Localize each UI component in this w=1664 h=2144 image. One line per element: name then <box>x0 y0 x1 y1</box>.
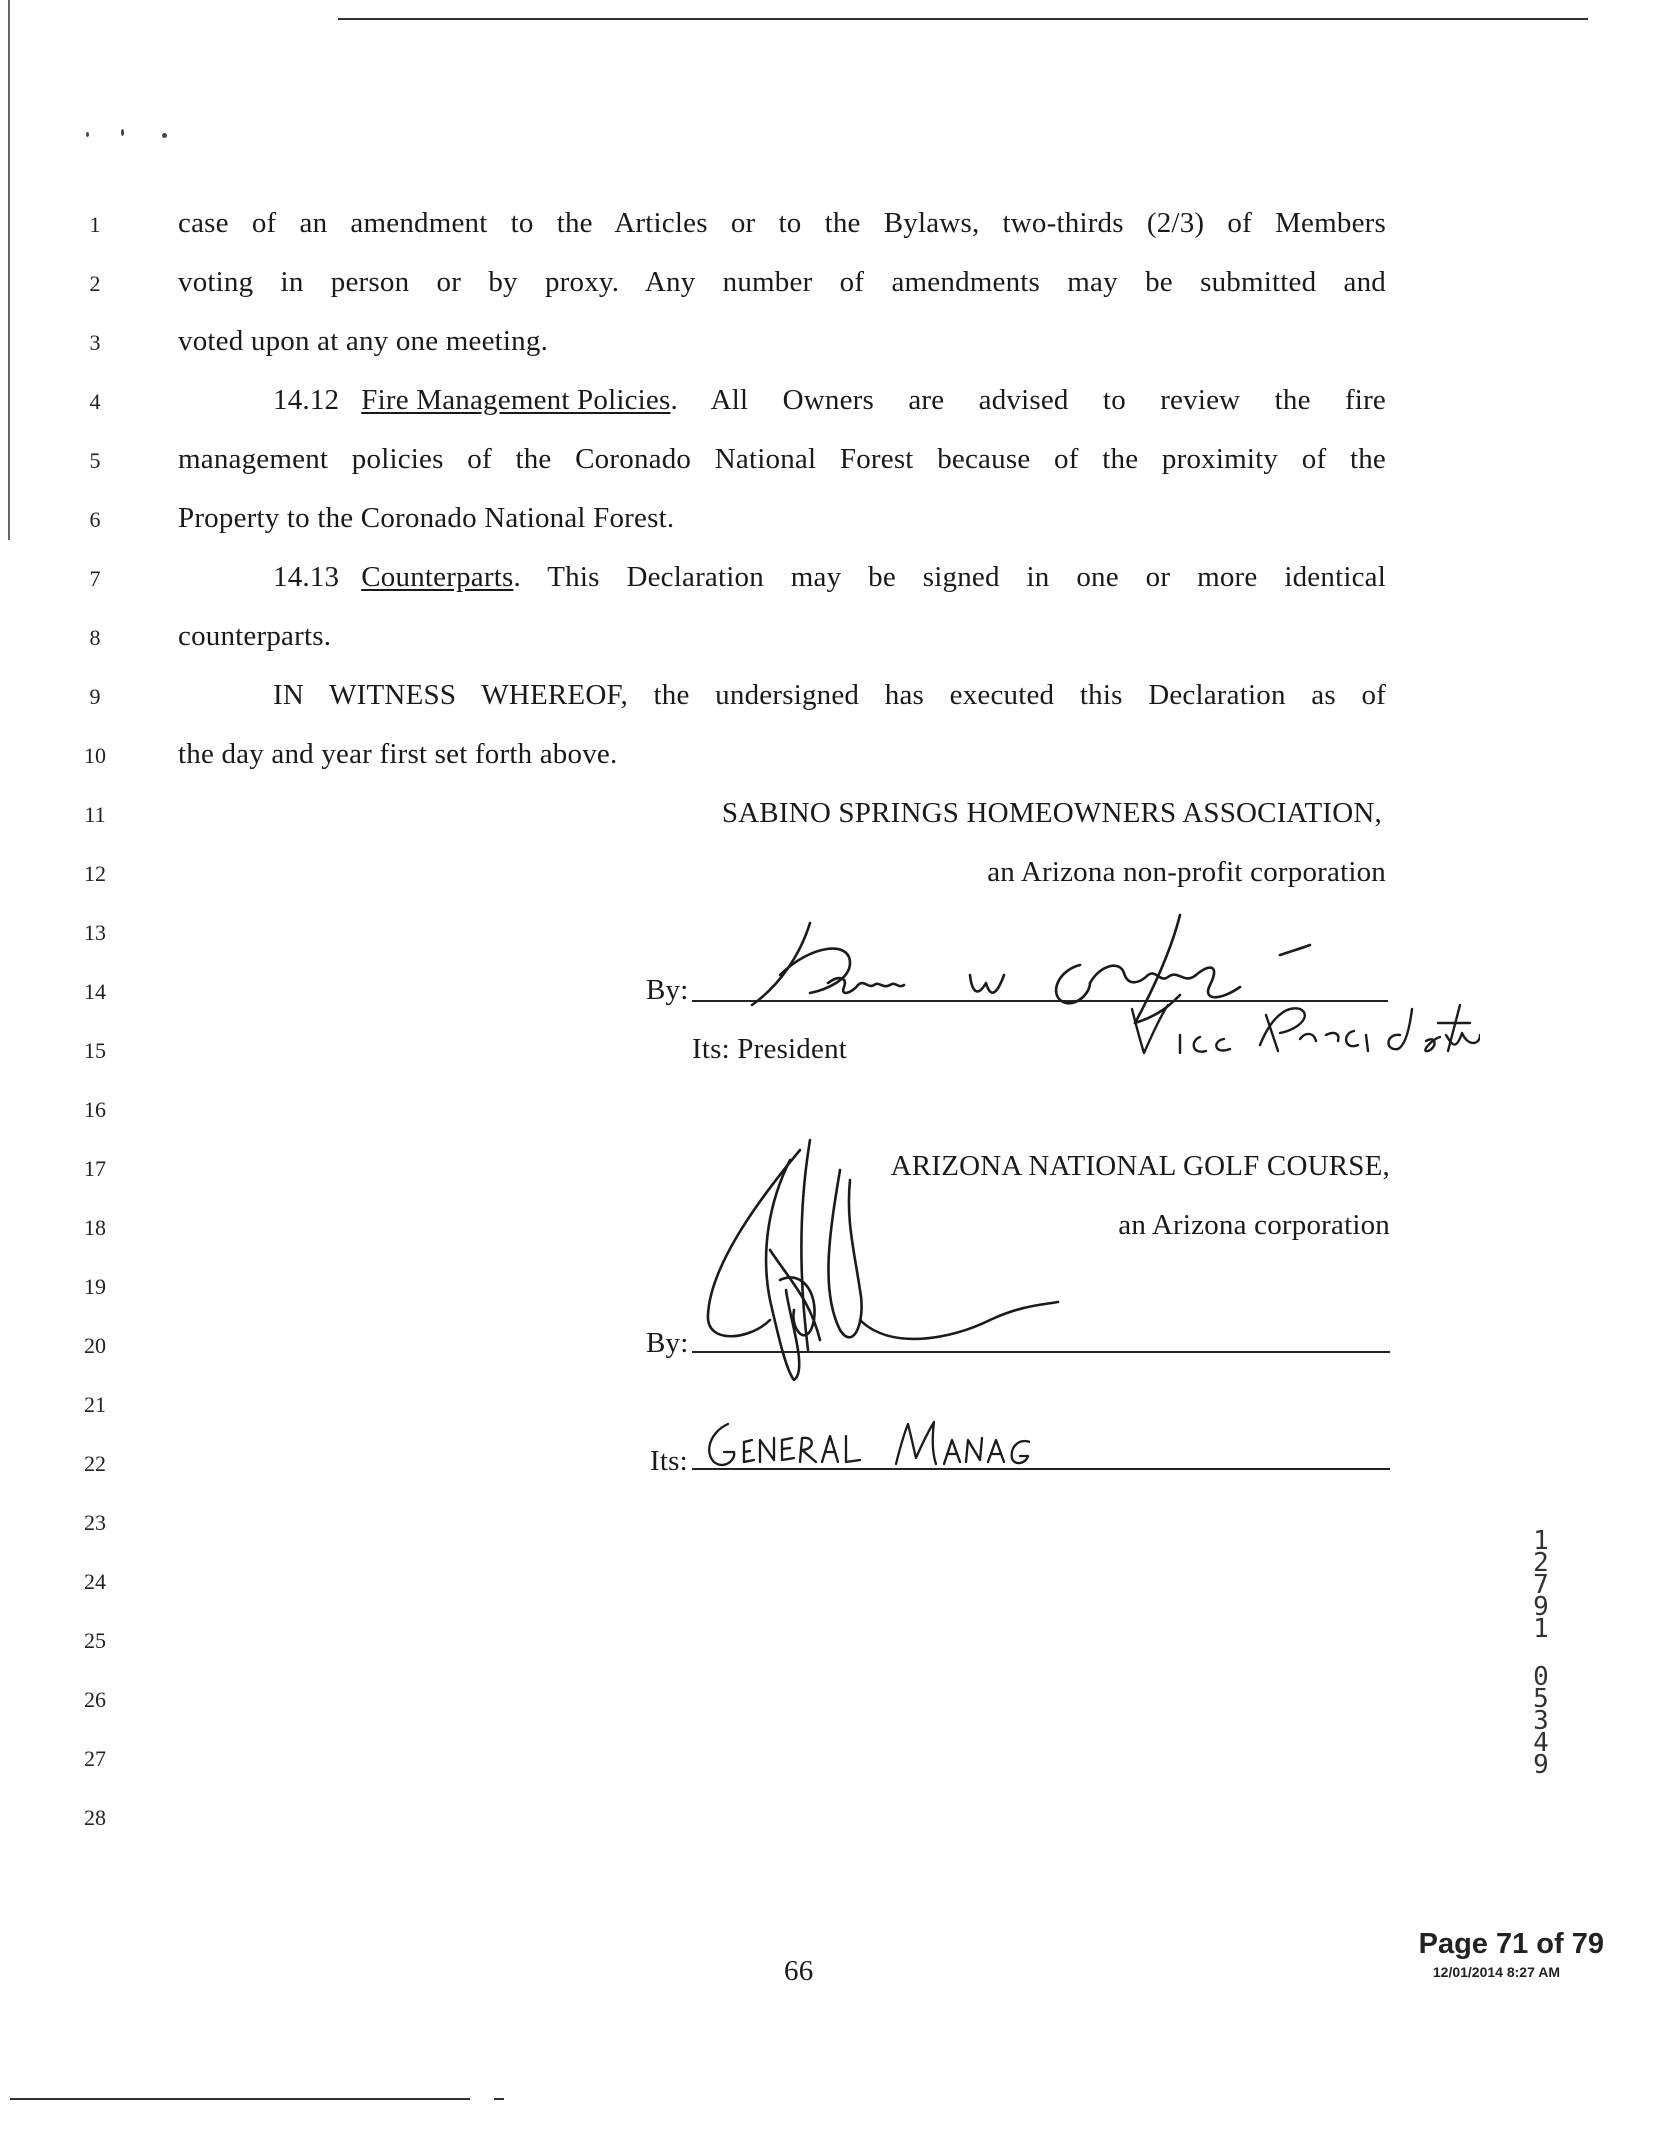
line-number: 24 <box>84 1569 106 1594</box>
scan-speck <box>121 129 124 136</box>
line-number: 26 <box>84 1687 106 1712</box>
section-14-12 <box>273 384 1386 417</box>
line-number: 23 <box>84 1510 106 1535</box>
bottom-left-dash <box>494 2098 504 2100</box>
page-number: 66 <box>784 1955 814 1987</box>
signatory-name: SABINO SPRINGS HOMEOWNERS ASSOCIATION, <box>721 797 1382 829</box>
line-number: 7 <box>89 566 101 591</box>
recording-digit: 7 <box>1533 1570 1549 1600</box>
signatory-name: ARIZONA NATIONAL GOLF COURSE, <box>890 1150 1390 1182</box>
by-label: By: <box>646 974 689 1006</box>
recording-digit: 4 <box>1533 1728 1549 1758</box>
left-margin-rule <box>8 0 10 540</box>
handwritten-title-2 <box>700 1418 1030 1478</box>
line-number: 25 <box>84 1628 106 1653</box>
line-number: 28 <box>84 1805 106 1830</box>
page-stamp: Page 71 of 79 <box>1418 1928 1604 1960</box>
line-number: 3 <box>89 330 101 355</box>
line-number: 8 <box>89 625 101 650</box>
recording-digit: 2 <box>1533 1548 1549 1578</box>
line-number: 18 <box>84 1215 106 1240</box>
line-number: 21 <box>84 1392 106 1417</box>
recording-digit: 1 <box>1533 1526 1549 1556</box>
line-number: 9 <box>89 684 101 709</box>
body-line: IN WITNESS WHEREOF, the undersigned has executed this Declaration as of <box>273 679 1386 711</box>
stamp-datetime: 12/01/2014 8:27 AM <box>1432 1964 1560 1980</box>
recording-digit: 1 <box>1533 1614 1549 1644</box>
recording-digit: 0 <box>1533 1662 1549 1692</box>
body-line: the day and year first set forth above. <box>178 738 618 770</box>
line-number: 1 <box>89 212 101 237</box>
recording-digit: 9 <box>1533 1750 1549 1780</box>
recording-digit: 9 <box>1533 1592 1549 1622</box>
top-rule <box>338 18 1588 20</box>
body-line: voted upon at any one meeting. <box>178 325 549 357</box>
recording-digit: 5 <box>1533 1684 1549 1714</box>
line-number: 10 <box>84 743 106 768</box>
line-number: 15 <box>84 1038 106 1063</box>
line-number: 14 <box>84 979 106 1004</box>
scan-speck <box>162 133 167 138</box>
its-label: Its: President <box>692 1033 848 1065</box>
section-text: . This Declaration may be signed in one or more identical <box>513 561 1386 593</box>
line-number: 27 <box>84 1746 106 1771</box>
line-number: 11 <box>84 802 106 827</box>
scan-speck <box>86 132 89 137</box>
body-line: Property to the Coronado National Forest. <box>178 502 675 534</box>
line-number: 5 <box>89 448 101 473</box>
section-title: Counterparts <box>361 561 514 593</box>
line-number: 13 <box>84 920 106 945</box>
recording-digit: 3 <box>1533 1706 1549 1736</box>
line-number: 20 <box>84 1333 106 1358</box>
section-text: . All Owners are advised to review the fire <box>670 384 1386 416</box>
section-number: 14.13 <box>273 561 340 593</box>
bottom-left-rule <box>10 2098 470 2100</box>
body-line: case of an amendment to the Articles or to the Bylaws, two-thirds (2/3) of Members <box>178 207 1386 239</box>
its-label: Its: <box>650 1445 688 1477</box>
section-title: Fire Management Policies <box>361 384 671 416</box>
by-label: By: <box>646 1327 689 1359</box>
section-14-13 <box>273 561 1386 594</box>
line-number: 2 <box>89 271 101 296</box>
body-line: voting in person or by proxy. Any number of amendments may be submitted and <box>178 266 1386 298</box>
body-line: counterparts. <box>178 620 332 652</box>
handwritten-signature-2 <box>690 1130 1070 1390</box>
line-number: 16 <box>84 1097 106 1122</box>
line-number: 6 <box>89 507 101 532</box>
handwritten-signature-1 <box>740 905 1480 1065</box>
body-line: management policies of the Coronado National Forest because of the proximity of the <box>178 443 1386 475</box>
section-number: 14.12 <box>273 384 340 416</box>
line-number: 12 <box>84 861 106 886</box>
line-number: 17 <box>84 1156 106 1181</box>
signatory-description: an Arizona non-profit corporation <box>987 856 1386 888</box>
line-number: 4 <box>89 389 101 414</box>
signatory-description: an Arizona corporation <box>1118 1209 1390 1241</box>
line-number: 19 <box>84 1274 106 1299</box>
line-number: 22 <box>84 1451 106 1476</box>
